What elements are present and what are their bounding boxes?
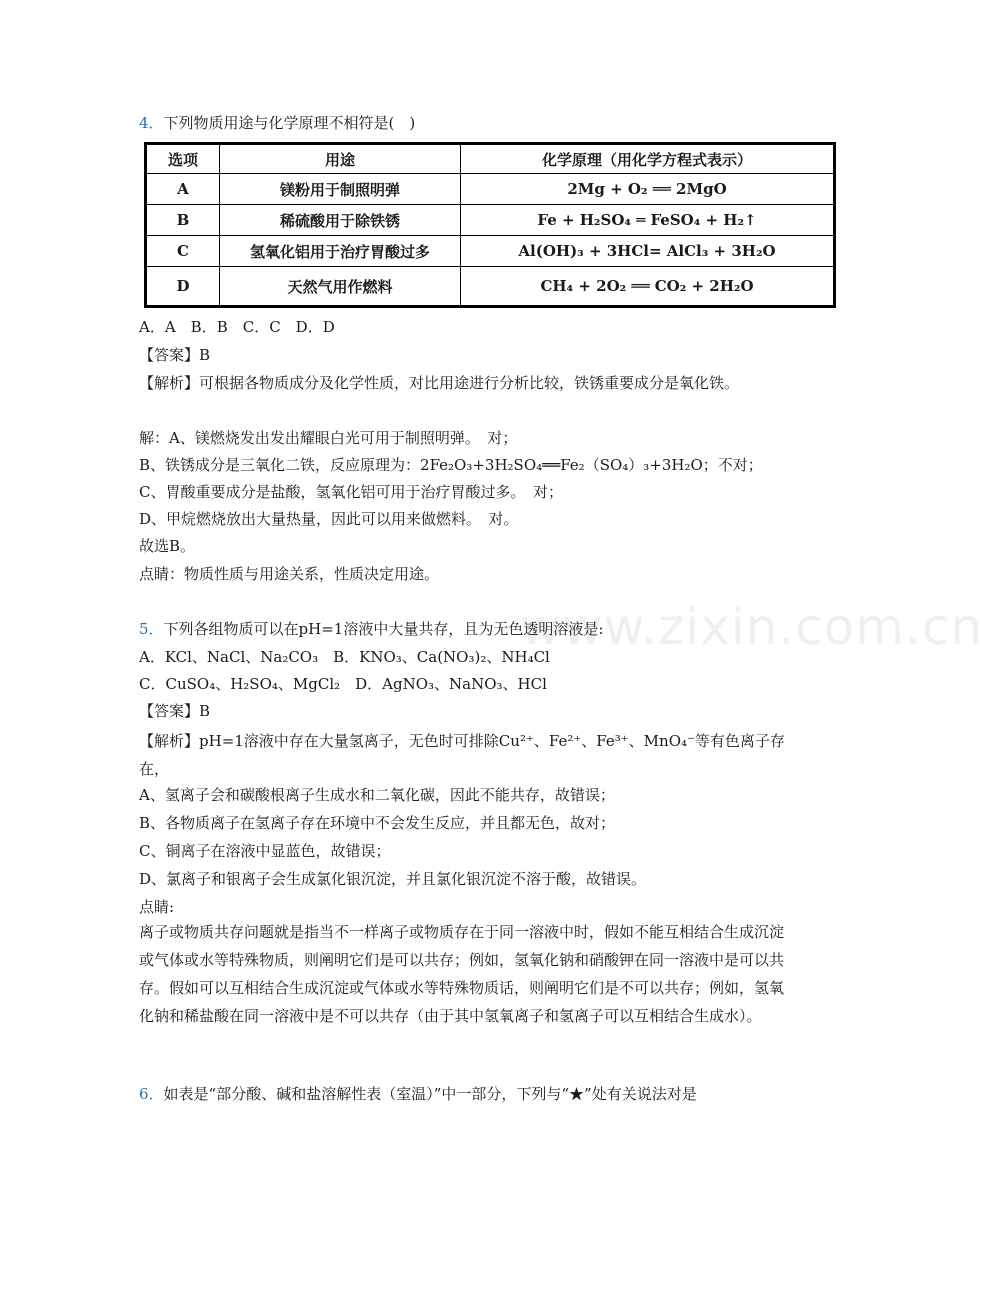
- q4-choose: 故选B。: [139, 537, 196, 555]
- table-header-principle: 化学原理（用化学方程式表示）: [461, 144, 835, 174]
- analysis-text: pH=1溶液中存在大量氢离子，无色时可排除Cu²⁺、Fe²⁺、Fe³⁺、MnO₄⁻等有色离子存在，: [139, 732, 785, 778]
- q4-number: 4．: [139, 114, 164, 132]
- table-row: [146, 267, 835, 307]
- q4-answer: [139, 344, 210, 366]
- q5-number: 5．: [139, 620, 164, 638]
- q4-tip: 点睛：物质性质与用途关系，性质决定用途。: [139, 565, 440, 583]
- table-cell-use: 镁粉用于制照明弹: [220, 174, 461, 205]
- table-cell-use: 氢氧化铝用于治疗胃酸过多: [220, 236, 461, 267]
- q5-item-d: D、氯离子和银离子会生成氯化银沉淀，并且氯化银沉淀不溶于酸，故错误。: [139, 870, 647, 888]
- table-cell-use: 天然气用作燃料: [220, 267, 461, 307]
- q6-number: 6．: [139, 1085, 164, 1103]
- q4-solution-c: C、胃酸重要成分是盐酸，氢氧化铝可用于治疗胃酸过多。 对；: [139, 483, 563, 501]
- q4-solution-d: D、甲烷燃烧放出大量热量，因此可以用来做燃料。 对。: [139, 510, 519, 528]
- analysis-label: 【解析】: [139, 732, 200, 750]
- table-row: [146, 236, 835, 267]
- q4-solution-a: 解：A、镁燃烧发出发出耀眼白光可用于制照明弹。 对；: [139, 429, 518, 447]
- table-cell-equation: CH₄ + 2O₂ ══ CO₂ + 2H₂O: [461, 267, 835, 307]
- q4-options: A．A B．B C．C D．D: [139, 318, 335, 336]
- q4-solution-b: B、铁锈成分是三氧化二铁，反应原理为：2Fe₂O₃+3H₂SO₄══Fe₂（SO₄）₃+3H₂O；不对；: [139, 456, 763, 474]
- q4-stem-line: [139, 112, 415, 134]
- analysis-text: 可根据各物质成分及化学性质，对比用途进行分析比较，铁锈重要成分是氧化铁。: [199, 374, 740, 392]
- answer-label: 【答案】: [139, 346, 200, 364]
- q5-options-ab: A．KCl、NaCl、Na₂CO₃ B．KNO₃、Ca(NO₃)₂、NH₄Cl: [139, 648, 550, 666]
- q5-answer: [139, 700, 210, 722]
- table-cell-use: 稀硫酸用于除铁锈: [220, 205, 461, 236]
- q4-table: [144, 142, 836, 308]
- table-cell-option: D: [146, 267, 220, 307]
- table-cell-option: A: [146, 174, 220, 205]
- table-header-use: 用途: [220, 144, 461, 174]
- table-row: [146, 205, 835, 236]
- table-header-row: [146, 144, 835, 174]
- q5-options-cd: C．CuSO₄、H₂SO₄、MgCl₂ D．AgNO₃、NaNO₃、HCl: [139, 675, 547, 693]
- q6-stem: 如表是“部分酸、碱和盐溶解性表（室温）”中一部分，下列与“★”处有关说法对是: [163, 1085, 697, 1103]
- table-cell-equation: Al(OH)₃ + 3HCl= AlCl₃ + 3H₂O: [461, 236, 835, 267]
- q5-item-c: C、铜离子在溶液中显蓝色，故错误；: [139, 842, 391, 860]
- q4-stem: 下列物质用途与化学原理不相符是( ): [163, 114, 416, 132]
- q5-tip-label: 点睛:: [139, 898, 175, 916]
- analysis-label: 【解析】: [139, 374, 200, 392]
- q5-analysis: [139, 727, 789, 783]
- answer-value: B: [199, 702, 211, 720]
- answer-label: 【答案】: [139, 702, 200, 720]
- table-cell-equation: 2Mg + O₂ ══ 2MgO: [461, 174, 835, 205]
- watermark: www.zixin.com.cn: [520, 598, 983, 656]
- table-cell-equation: Fe + H₂SO₄ ═ FeSO₄ + H₂↑: [461, 205, 835, 236]
- table-header-option: 选项: [146, 144, 220, 174]
- table-cell-option: C: [146, 236, 220, 267]
- table-cell-option: B: [146, 205, 220, 236]
- q5-item-b: B、各物质离子在氢离子存在环境中不会发生反应，并且都无色，故对；: [139, 814, 616, 832]
- q4-analysis: [139, 372, 789, 394]
- q5-tip: 离子或物质共存问题就是指当不一样离子或物质存在于同一溶液中时，假如不能互相结合生成沉淀或气体或水等特殊物质，则阐明它们是可以共存；例如，氢氧化钠和硝酸钾在同一溶液中是可以共存。假如可以互相结合生成沉淀或气体或水等特殊物质话，则阐明它们是不可以共存；例如，氢氧化钠和稀盐酸在同一溶液中是不可以共存（由于其中氢氧离子和氢离子可以互相结合生成水）。: [139, 923, 785, 1025]
- answer-value: B: [199, 346, 211, 364]
- q5-item-a: A、氢离子会和碳酸根离子生成水和二氧化碳，因此不能共存，故错误；: [139, 786, 615, 804]
- table-row: [146, 174, 835, 205]
- q6-stem-line: [139, 1083, 697, 1105]
- q5-stem: 下列各组物质可以在pH=1溶液中大量共存，且为无色透明溶液是:: [163, 620, 604, 638]
- q5-stem-line: [139, 618, 603, 640]
